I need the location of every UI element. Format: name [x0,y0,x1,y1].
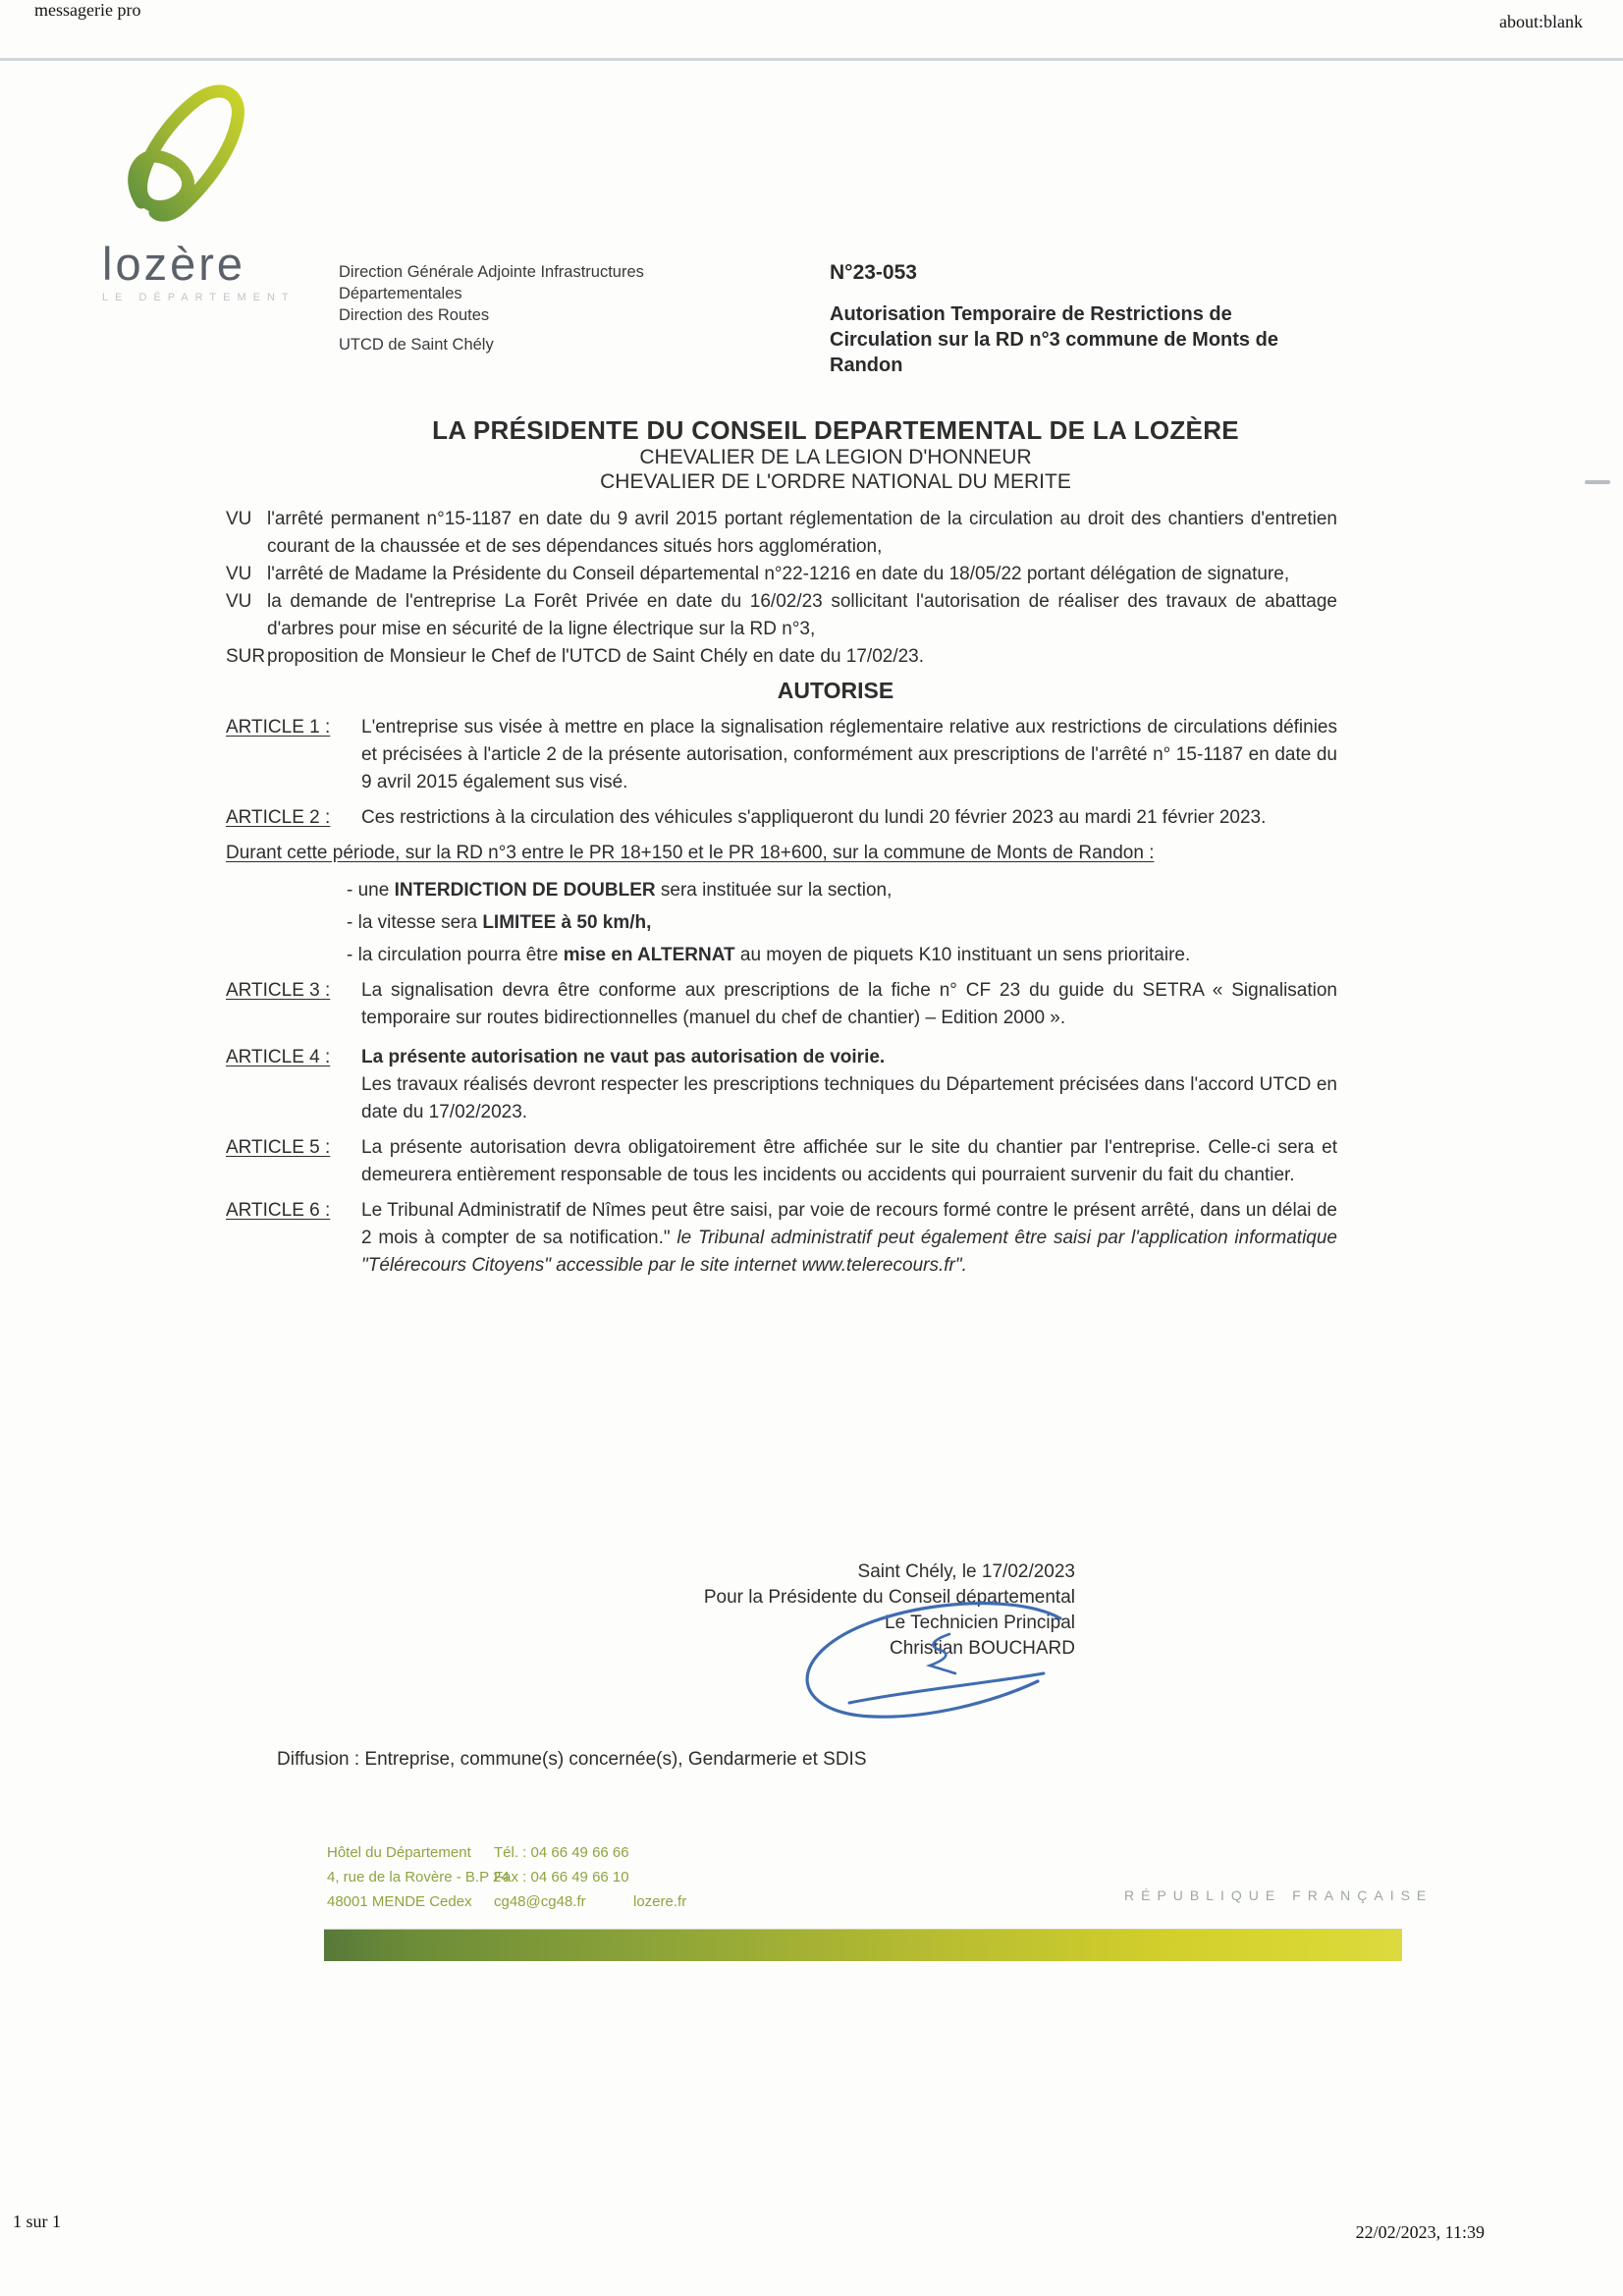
article-6 [226,1197,1337,1280]
print-header-title: messagerie pro [34,0,141,20]
department-line: UTCD de Saint Chély [339,336,494,354]
address-line: 48001 MENDE Cedex [327,1893,472,1910]
article-label: ARTICLE 3 : [226,980,331,1001]
restriction-item: - une INTERDICTION DE DOUBLER sera instituée sur la section, [347,880,893,901]
department-line: Direction des Routes [339,306,490,324]
recitals [226,506,1337,671]
website-link: lozere.fr [633,1893,687,1910]
diffusion-line: Diffusion : Entreprise, commune(s) concernée(s), Gendarmerie et SDIS [277,1749,867,1770]
footer-green-bar [324,1929,1402,1961]
signature-on-behalf: Pour la Présidente du Conseil départemental [703,1587,1075,1608]
phone-line: Tél. : 04 66 49 66 66 [494,1844,629,1861]
recital-label: VU [226,564,252,584]
contact-phone-block [494,1840,629,1914]
print-timestamp: 22/02/2023, 11:39 [1355,2222,1485,2242]
recital-text: l'arrêté de Madame la Présidente du Conseil départemental n°22-1216 en date du 18/05/22 portant délégation de signature, [267,564,1290,584]
recital-vu-1 [226,506,1337,561]
address-line: 4, rue de la Rovère - B.P 24 [327,1869,510,1886]
restriction-item: - la vitesse sera LIMITEE à 50 km/h, [347,912,652,933]
lozere-logo [102,79,338,303]
article-text: L'entreprise sus visée à mettre en place la signalisation réglementaire relative aux restrictions de circulations définies et précisées à l'article 2 de la présente autorisation, conformément aux prescriptions de l'arrêté n° 15-1187 en date du 9 avril 2015 également sus visé. [361,717,1337,793]
issuing-department [339,261,800,355]
recital-label: SUR [226,646,266,667]
recital-vu-3 [226,588,1337,643]
republique-francaise-label: RÉPUBLIQUE FRANÇAISE [1124,1887,1434,1903]
print-header [0,0,1623,61]
signature-place-date: Saint Chély, le 17/02/2023 [857,1561,1075,1582]
recital-text: la demande de l'entreprise La Forêt Privée en date du 16/02/23 sollicitant l'autorisation de réaliser des travaux de abattage d'arbres pour mise en sécurité de la ligne électrique sur la RD n°3, [267,591,1337,639]
article-5 [226,1134,1337,1189]
logo-subtext: LE DÉPARTEMENT [102,292,296,303]
contact-address [327,1840,510,1914]
document-title: LA PRÉSIDENTE DU CONSEIL DEPARTEMENTAL DE LA LOZÈRE [432,415,1239,445]
document-subtitle: CHEVALIER DE LA LEGION D'HONNEUR [639,446,1032,468]
document-body [226,415,1337,1280]
article-1 [226,714,1337,796]
article-2 [226,804,1337,832]
scan-artifact-dash [1585,480,1610,484]
department-line: Direction Générale Adjointe Infrastructures [339,263,644,281]
article-text: La présente autorisation ne vaut pas autorisation de voirie. Les travaux réalisés devront respecter les prescriptions techniques du Département précisées dans l'accord UTCD en date du 17/02/2023. [361,1047,1337,1122]
print-header-url: about:blank [1499,12,1583,31]
recital-vu-2 [226,561,1337,588]
article-label: ARTICLE 4 : [226,1047,331,1067]
recital-text: proposition de Monsieur le Chef de l'UTCD de Saint Chély en date du 17/02/23. [267,646,925,667]
department-line: Départementales [339,285,462,302]
restrictions-list [347,877,1337,969]
fax-line: Fax : 04 66 49 66 10 [494,1869,629,1886]
recital-label: VU [226,509,252,529]
article-label: ARTICLE 5 : [226,1137,331,1158]
recital-sur [226,643,1337,671]
order-subject: Autorisation Temporaire de Restrictions de Circulation sur la RD n°3 commune de Monts de Randon [830,303,1278,376]
infinity-logo-icon [120,79,249,244]
email-line: cg48@cg48.fr [494,1893,586,1910]
page-indicator: 1 sur 1 [13,2212,61,2231]
decision-word: AUTORISE [777,678,894,703]
logo-wordmark: lozère [102,238,246,290]
signer-name: Christian BOUCHARD [890,1638,1075,1659]
article-4 [226,1044,1337,1126]
document-subtitle: CHEVALIER DE L'ORDRE NATIONAL DU MERITE [600,470,1071,493]
article-text: Ces restrictions à la circulation des véhicules s'appliqueront du lundi 20 février 2023 au mardi 21 février 2023. [361,807,1267,828]
article-text: La présente autorisation devra obligatoirement être affichée sur le site du chantier par l'entreprise. Celle-ci sera et demeurera entièrement responsable de tous les incidents ou accidents qui pourraient survenir du fait du chantier. [361,1137,1337,1185]
address-line: Hôtel du Département [327,1844,471,1861]
period-clause: Durant cette période, sur la RD n°3 entre le PR 18+150 et le PR 18+600, sur la commune de Monts de Randon : [226,843,1155,863]
article-3 [226,977,1337,1032]
article-label: ARTICLE 1 : [226,717,331,738]
article-text: Le Tribunal Administratif de Nîmes peut être saisi, par voie de recours formé contre le présent arrêté, dans un délai de 2 mois à compter de sa notification." le Tribunal administratif peut également être saisi par l'application informatique "Télérecours Citoyens" accessible par le site internet www.telerecours.fr". [361,1200,1337,1276]
article-label: ARTICLE 2 : [226,807,331,828]
signature-block [226,1559,1075,1662]
handwritten-signature-icon [781,1597,1075,1744]
order-number: N°23-053 [830,261,917,284]
article-label: ARTICLE 6 : [226,1200,331,1221]
recital-label: VU [226,591,252,612]
recital-text: l'arrêté permanent n°15-1187 en date du 9 avril 2015 portant réglementation de la circulation au droit des chantiers d'entretien courant de la chaussée et de ses dépendances situés hors agglomération, [267,509,1337,557]
restriction-item: - la circulation pourra être mise en ALTERNAT au moyen de piquets K10 instituant un sens prioritaire. [347,945,1191,965]
signer-title: Le Technicien Principal [885,1613,1075,1633]
reference-block [830,261,1321,378]
article-text: La signalisation devra être conforme aux prescriptions de la fiche n° CF 23 du guide du SETRA « Signalisation temporaire sur routes bidirectionnelles (manuel du chef de chantier) – Edition 2000 ». [361,980,1337,1028]
